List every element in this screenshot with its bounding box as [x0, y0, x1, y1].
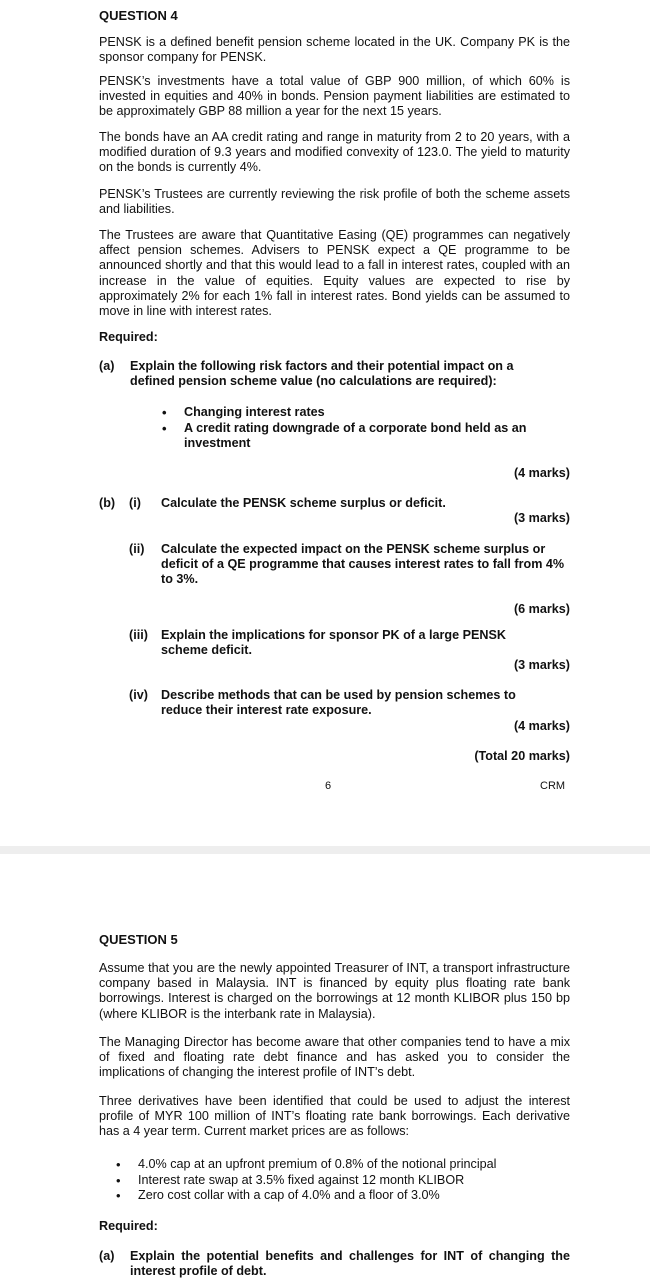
q4-part-b-iii-label: (iii) — [129, 628, 148, 642]
question-5-title: QUESTION 5 — [99, 932, 178, 947]
q4-paragraph-3: The bonds have an AA credit rating and range in maturity from 2 to 20 years, with a modified duration of 9.3 years and modified convexity of 123.0. The yield to maturity on the bonds is currently 4%. — [99, 130, 570, 175]
q5-paragraph-2: The Managing Director has become aware that other companies tend to have a mix of fixed and floating rate debt finance and has asked you to consider the implications of changing the interest profile of INT’s debt. — [99, 1035, 570, 1080]
q4-part-b-i-label: (i) — [129, 496, 141, 510]
q4-part-a-label: (a) — [99, 359, 115, 373]
q4-part-b-iv-marks: (4 marks) — [513, 719, 570, 733]
q4-part-a-text: Explain the following risk factors and their potential impact on a defined pension scheme value (no calculations are required): — [130, 359, 514, 389]
q5-derivative-item: • 4.0% cap at an upfront premium of 0.8% of the notional principal — [138, 1157, 568, 1172]
q5-derivative-list — [138, 1157, 568, 1204]
page-question-5 — [0, 854, 650, 1280]
q4-paragraph-5: The Trustees are aware that Quantitative Easing (QE) programmes can negatively affect pension schemes. Advisers to PENSK expect a QE programme to be announced shortly and that this would lead to a fall in interest rates, coupled with an increase in the value of equities. Equity values are expected to rise by approximately 2% for each 1% fall in interest rates. Bond yields can be assumed to move in line with interest rates. — [99, 228, 570, 319]
question-4-title: QUESTION 4 — [99, 8, 178, 23]
q4-part-b-i-marks: (3 marks) — [513, 511, 570, 525]
q4-part-b-label: (b) — [99, 496, 116, 510]
q4-required-label: Required: — [99, 330, 158, 344]
q5-paragraph-1: Assume that you are the newly appointed Treasurer of INT, a transport infrastructure company based in Malaysia. INT is financed by equity plus floating rate bank borrowings. Interest is charged on the borrowings at 12 month KLIBOR plus 150 bp (where KLIBOR is the interbank rate in Malaysia). — [99, 961, 570, 1021]
q4-total-marks: (Total 20 marks) — [474, 749, 570, 763]
q4-part-b-iv-label: (iv) — [129, 688, 148, 702]
q4-part-b-iii-marks: (3 marks) — [513, 658, 570, 672]
q5-part-a-text: Explain the potential benefits and challenges for INT of changing the interest profile of debt. — [130, 1249, 570, 1279]
q4-part-a-bullet-list — [184, 405, 554, 452]
q5-derivative-item: • Interest rate swap at 3.5% fixed against 12 month KLIBOR — [138, 1173, 568, 1188]
q4-paragraph-1: PENSK is a defined benefit pension scheme located in the UK. Company PK is the sponsor company for PENSK. — [99, 35, 570, 65]
q4-part-a-bullet: • A credit rating downgrade of a corporate bond held as an investment — [184, 421, 554, 451]
footer-code: CRM — [540, 780, 566, 792]
q4-part-b-i-text: Calculate the PENSK scheme surplus or deficit. — [161, 496, 446, 510]
q4-paragraph-4: PENSK’s Trustees are currently reviewing the risk profile of both the scheme assets and liabilities. — [99, 187, 570, 217]
q4-part-b-iv-text: Describe methods that can be used by pension schemes to reduce their interest rate exposure. — [161, 688, 516, 718]
q4-part-b-ii-text: Calculate the expected impact on the PENSK scheme surplus or deficit of a QE programme that causes interest rates to fall from 4% to 3%. — [161, 542, 565, 587]
q5-paragraph-3: Three derivatives have been identified that could be used to adjust the interest profile of MYR 100 million of INT’s floating rate bank borrowings. Each derivative has a 4 year term. Current market prices are as follows: — [99, 1094, 570, 1139]
page-divider — [0, 846, 650, 854]
q4-part-a-marks: (4 marks) — [513, 466, 570, 480]
q5-derivative-item: • Zero cost collar with a cap of 4.0% and a floor of 3.0% — [138, 1188, 568, 1203]
q4-part-b-iii-text: Explain the implications for sponsor PK of a large PENSK scheme deficit. — [161, 628, 506, 658]
q5-required-label: Required: — [99, 1219, 158, 1233]
q4-part-a-bullet: • Changing interest rates — [184, 405, 554, 420]
page-number: 6 — [325, 780, 332, 792]
q4-paragraph-2: PENSK’s investments have a total value of GBP 900 million, of which 60% is invested in equities and 40% in bonds. Pension payment liabilities are estimated to be approximately GBP 88 million a year for the next 15 years. — [99, 74, 570, 119]
q4-part-b-ii-label: (ii) — [129, 542, 145, 556]
q4-part-b-ii-marks: (6 marks) — [513, 602, 570, 616]
q5-part-a-label: (a) — [99, 1249, 115, 1263]
